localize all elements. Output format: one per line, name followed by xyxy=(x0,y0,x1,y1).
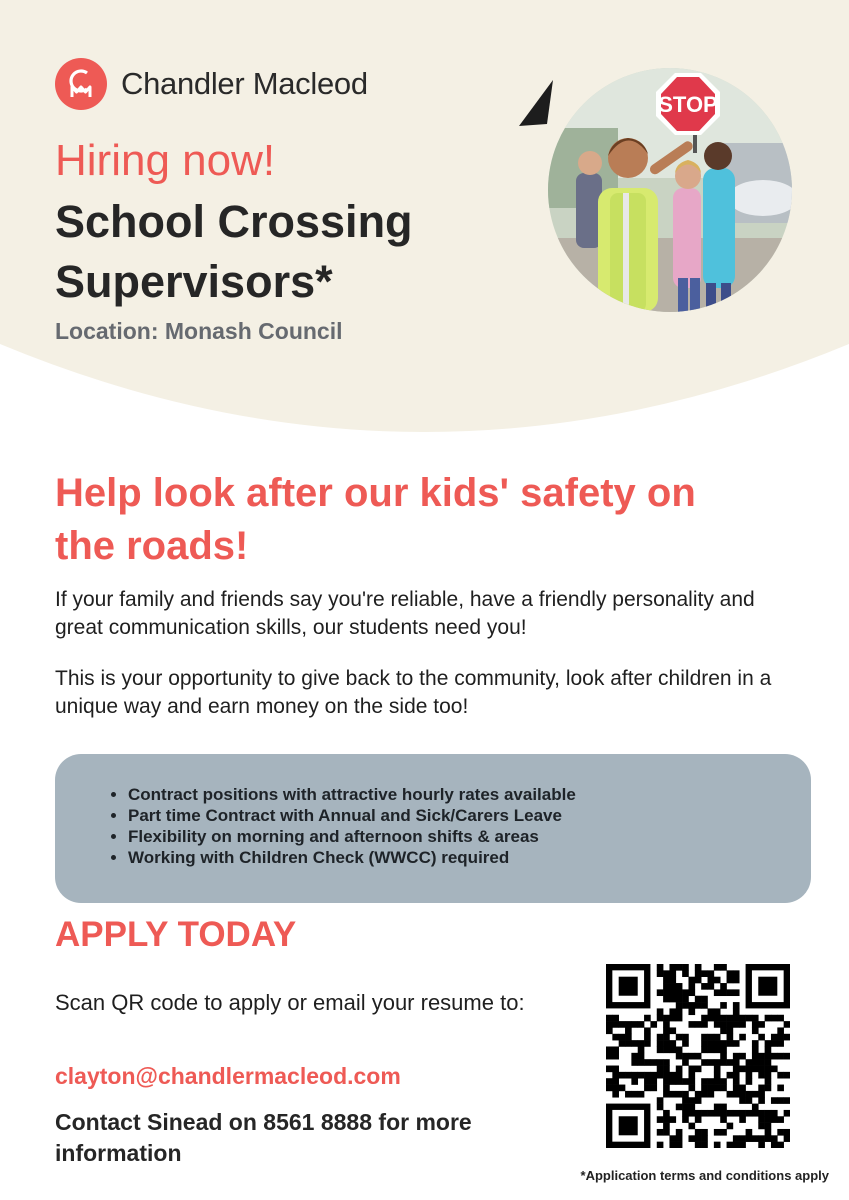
benefits-list xyxy=(108,784,791,868)
terms-note: *Application terms and conditions apply xyxy=(580,1168,829,1183)
scan-instructions: Scan QR code to apply or email your resume to: xyxy=(55,990,525,1015)
hiring-now-label: Hiring now! xyxy=(55,136,276,185)
stop-sign-text: STOP xyxy=(658,92,718,117)
contact-info: Contact Sinead on 8561 8888 for more information xyxy=(55,1109,472,1166)
job-title: School Crossing Supervisors* xyxy=(55,196,413,307)
intro-paragraph: If your family and friends say you're reliable, have a friendly personality and great communication skills, our students need you! xyxy=(55,588,755,639)
job-location: Location: Monash Council xyxy=(55,318,343,344)
triangle-decoration xyxy=(517,78,557,128)
benefits-panel xyxy=(55,754,811,903)
cm-logo-icon xyxy=(55,58,107,110)
brand-name: Chandler Macleod xyxy=(121,66,368,101)
benefit-item: • Flexibility on morning and afternoon shifts & areas xyxy=(128,826,791,847)
benefit-item: • Contract positions with attractive hourly rates available xyxy=(128,784,791,805)
apply-today-heading: APPLY TODAY xyxy=(55,915,297,954)
crossing-supervisor-photo xyxy=(548,68,792,312)
brand-logo[interactable] xyxy=(55,58,368,110)
benefit-item: • Part time Contract with Annual and Sick/Carers Leave xyxy=(128,805,791,826)
email-link[interactable]: clayton@chandlermacleod.com xyxy=(55,1063,401,1089)
benefit-item: • Working with Children Check (WWCC) required xyxy=(128,847,791,868)
qr-code-icon[interactable] xyxy=(606,964,790,1148)
headline: Help look after our kids' safety on the roads! xyxy=(55,471,696,568)
opportunity-paragraph: This is your opportunity to give back to the community, look after children in a unique way and earn money on the side too! xyxy=(55,667,772,718)
